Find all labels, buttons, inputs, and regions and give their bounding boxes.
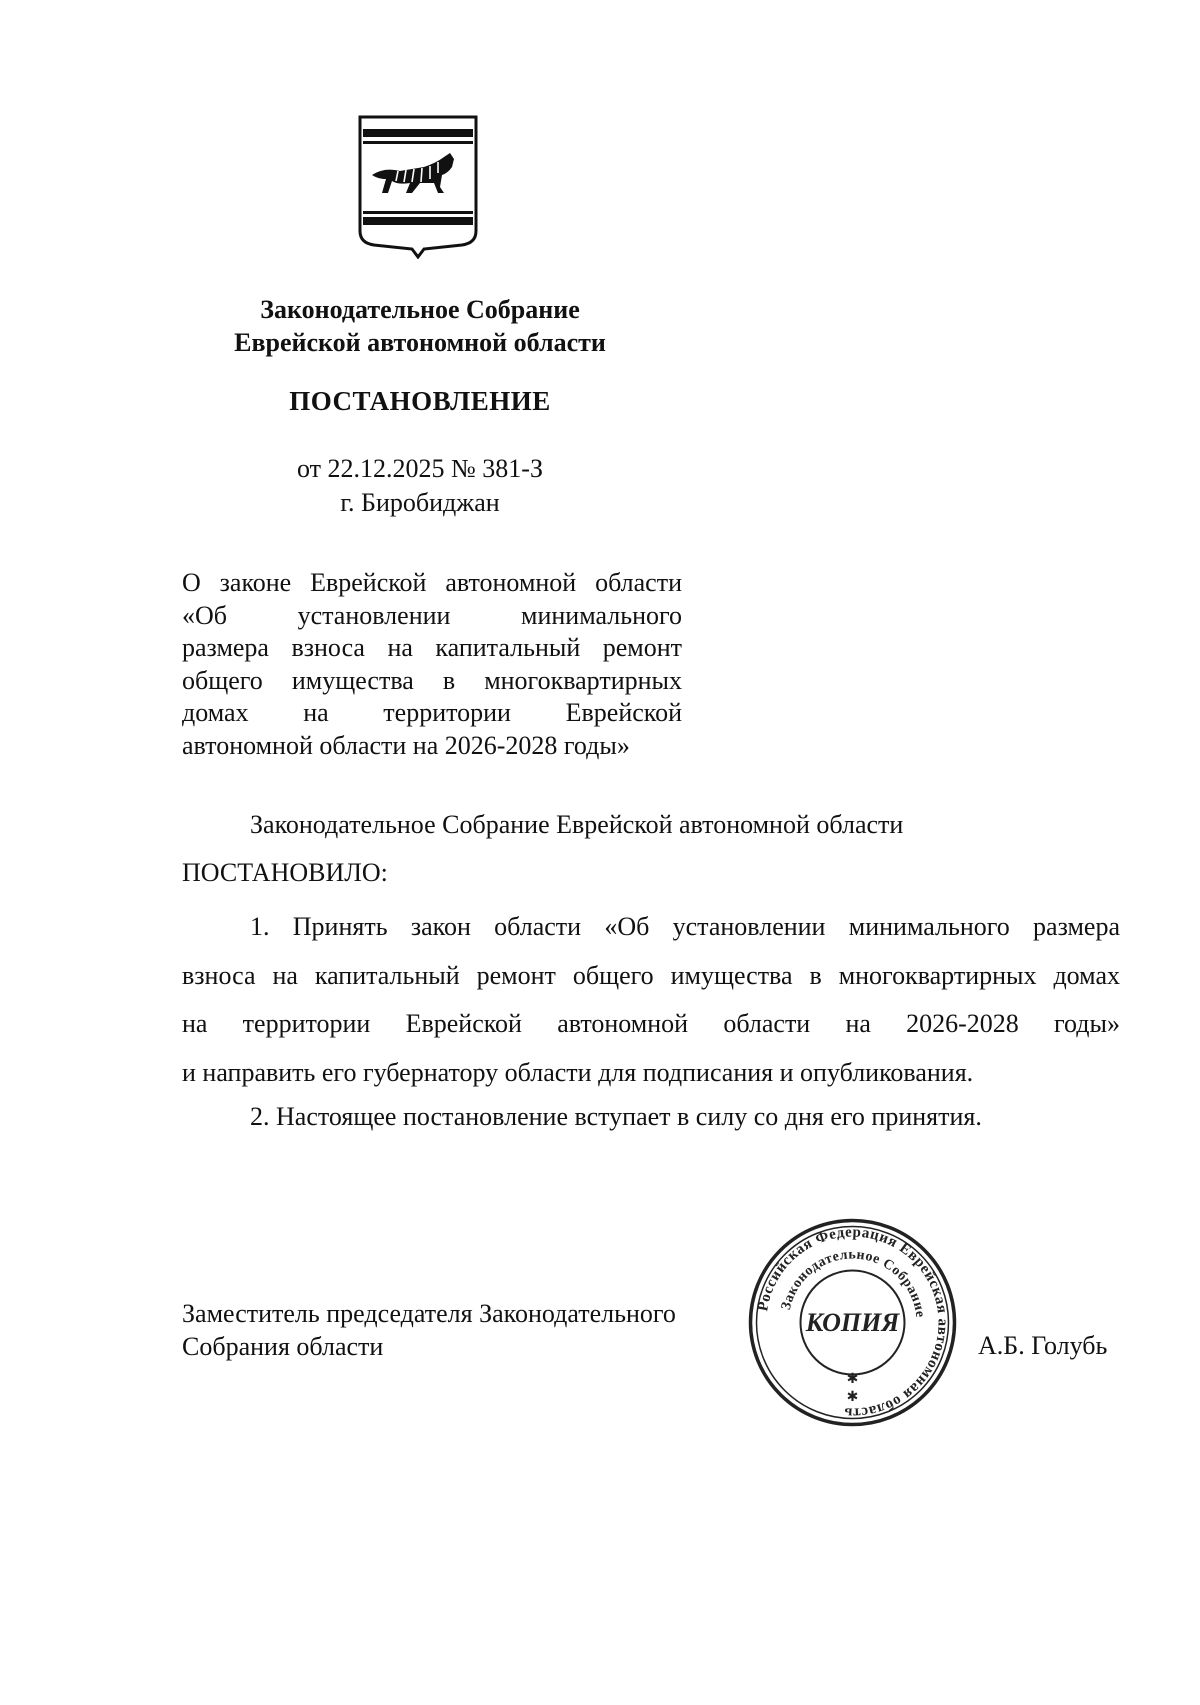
subject-line: общего имущества в многоквартирных	[182, 665, 682, 695]
subject-line: «Об установлении минимального	[182, 600, 682, 630]
preamble-text: Законодательное Собрание Еврейской автономной области	[250, 810, 904, 839]
decided-heading: ПОСТАНОВИЛО:	[182, 858, 388, 887]
stamp-outer-text: Российская Федерация Еврейская автономная область	[755, 1224, 951, 1421]
document-date-number: от 22.12.2025 № 381-З	[296, 454, 543, 483]
document-type: ПОСТАНОВЛЕНИЕ	[289, 386, 551, 416]
org-name-line2: Еврейской автономной области	[234, 328, 606, 357]
org-name-line1: Законодательное Собрание	[260, 295, 580, 324]
subject-line: домах на территории Еврейской	[182, 698, 682, 727]
stamp-inner-text: Законодательное Собрание	[778, 1247, 928, 1319]
document-city: г. Биробиджан	[340, 488, 500, 517]
official-stamp	[745, 1215, 960, 1430]
signatory-name: А.Б. Голубь	[978, 1331, 1108, 1360]
paragraph-line: и направить его губернатору области для подписания и опубликования.	[182, 1057, 974, 1087]
subject-line: размера взноса на капитальный ремонт	[182, 633, 682, 662]
svg-text:✱: ✱	[846, 1390, 859, 1405]
paragraph-2: 2. Настоящее постановление вступает в силу со дня его принятия.	[250, 1102, 982, 1131]
signatory-title-line1: Заместитель председателя Законодательного	[182, 1299, 676, 1328]
svg-text:✱: ✱	[846, 1372, 859, 1387]
signatory-title	[182, 1297, 676, 1363]
paragraph-line: взноса на капитальный ремонт общего имущества в многоквартирных домах	[182, 960, 1120, 990]
paragraph-line: на территории Еврейской автономной области на 2026-2028 годы»	[182, 1009, 1120, 1038]
subject-line: автономной области на 2026-2028 годы»	[182, 730, 630, 760]
signatory-title-line2: Собрания области	[182, 1332, 384, 1361]
paragraph-line: 1. Принять закон области «Об установлении минимального размера	[250, 912, 1120, 941]
coat-of-arms-icon	[354, 113, 482, 259]
subject-line: О законе Еврейской автономной области	[182, 568, 682, 597]
paragraph-1	[182, 903, 1120, 1097]
stamp-center-text: КОПИЯ	[805, 1308, 900, 1337]
document-subject	[182, 567, 682, 762]
